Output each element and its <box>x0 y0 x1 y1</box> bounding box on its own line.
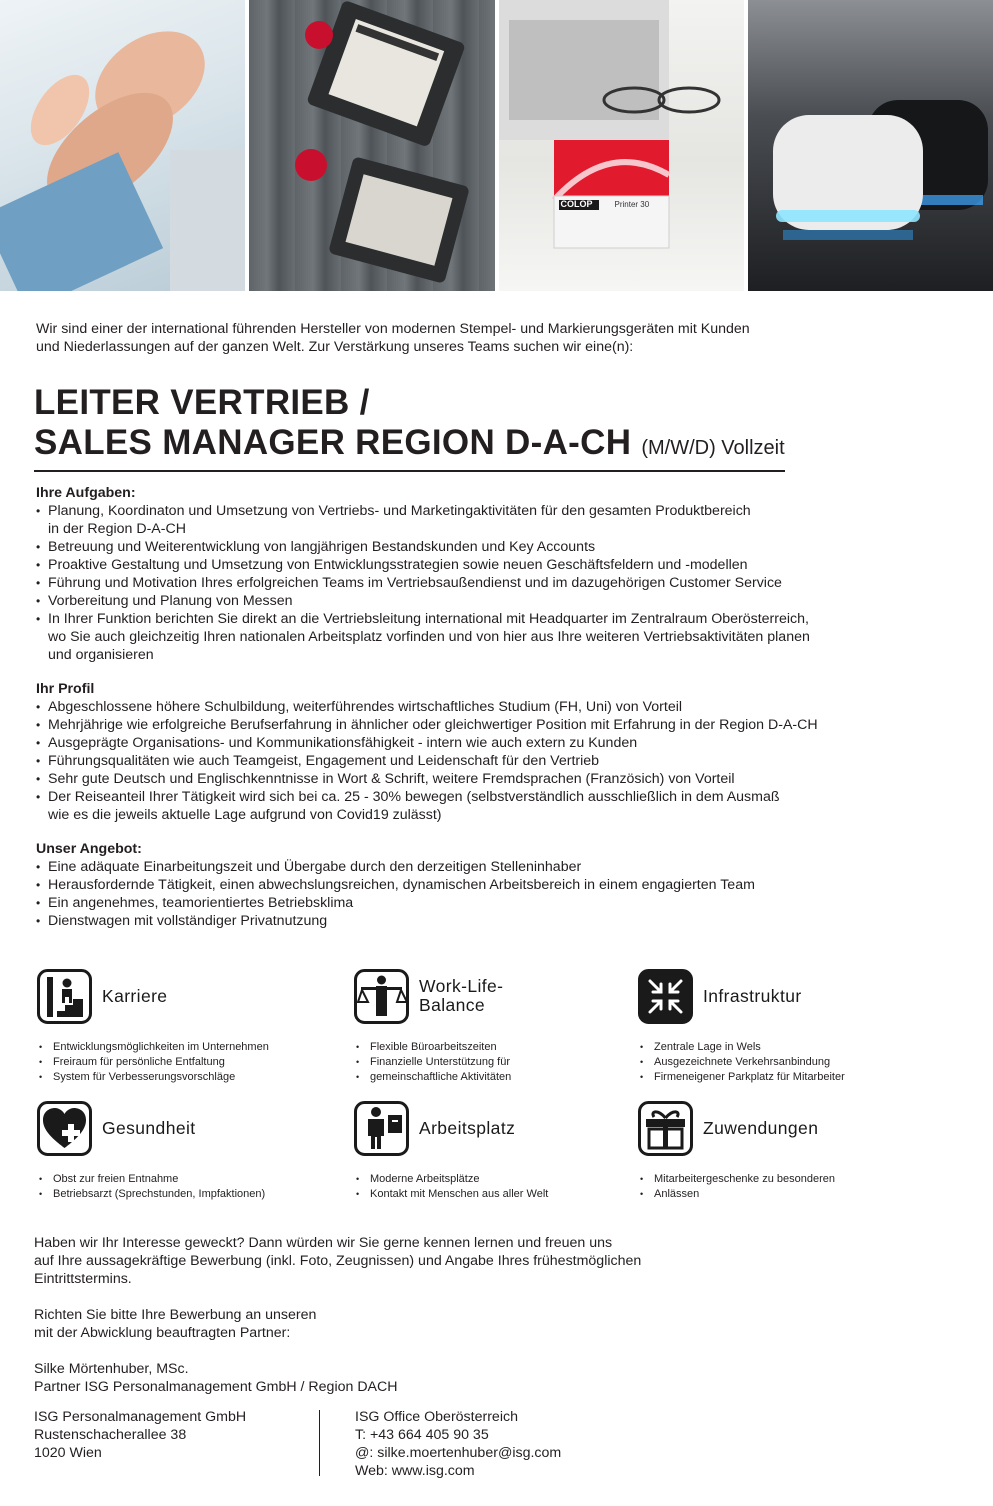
benefit-title: Infrastruktur <box>703 985 802 1006</box>
benefit-gesundheit <box>37 1100 337 1202</box>
list-item-text: Mehrjährige wie erfolgreiche Berufserfahrung in ähnlicher oder gleichwertiger Position mit Erfahrung in der Region D-A-CH <box>48 717 818 733</box>
list-item <box>36 752 966 770</box>
benefit-title: Arbeitsplatz <box>419 1117 516 1138</box>
intro-text <box>36 320 936 356</box>
benefit-infrastruktur <box>638 968 938 1085</box>
section-heading: Ihr Profil <box>36 681 95 697</box>
list-item: • Flexible Büroarbeitszeiten <box>354 1040 654 1055</box>
list-item-text: Vorbereitung und Planung von Messen <box>48 593 293 609</box>
benefit-zuwendungen <box>638 1100 938 1202</box>
list-item-text: Betreuung und Weiterentwicklung von langjährigen Bestandskunden und Key Accounts <box>48 539 596 555</box>
health-heart-icon <box>37 1101 92 1156</box>
benefit-arbeitsplatz <box>354 1100 654 1202</box>
list-item-text: Proaktive Gestaltung und Umsetzung von Entwicklungsstrategien sowie neuen Geschäftsfeldern und -modellen <box>48 557 748 573</box>
photo-devices <box>748 0 993 291</box>
section-profil <box>36 680 966 824</box>
angebot-list <box>36 858 966 930</box>
benefit-title: Zuwendungen <box>703 1117 819 1138</box>
stamps-illustration <box>249 0 493 291</box>
colop-brand-label: COLOP <box>560 199 593 209</box>
address-line: 1020 Wien <box>34 1445 102 1461</box>
website-link[interactable]: Web: www.isg.com <box>355 1463 475 1479</box>
address-line: Rustenschacherallee 38 <box>34 1427 187 1443</box>
list-item <box>36 858 966 876</box>
email-address[interactable]: @: silke.moertenhuber@isg.com <box>355 1445 562 1461</box>
photo-hands <box>0 0 245 291</box>
benefit-list <box>37 1040 337 1085</box>
list-item <box>36 610 966 664</box>
list-item-text: Ein angenehmes, teamorientiertes Betriebsklima <box>48 895 354 911</box>
list-item-text: Der Reiseanteil Ihrer Tätigkeit wird sich bei ca. 25 - 30% bewegen (selbstverständlich ausschließlich in dem Ausmaß <box>48 789 780 805</box>
aufgaben-list <box>36 502 966 664</box>
address-divider <box>319 1410 320 1476</box>
list-item <box>36 876 966 894</box>
list-item-text: Herausfordernde Tätigkeit, einen abwechslungsreichen, dynamischen Arbeitsbereich in einem engagierten Team <box>48 877 755 893</box>
closing-line: Haben wir Ihr Interesse geweckt? Dann würden wir Sie gerne kennen lernen und freuen uns <box>34 1235 613 1251</box>
list-item <box>36 502 966 538</box>
list-item <box>36 574 966 592</box>
contact-name: Silke Mörtenhuber, MSc. <box>34 1361 189 1377</box>
intro-line: Wir sind einer der international führenden Hersteller von modernen Stempel- und Markierungsgeräten mit Kunden <box>36 321 750 337</box>
benefit-title: Work-Life- Balance <box>419 976 504 1015</box>
benefit-title: Karriere <box>102 985 168 1006</box>
workplace-person-icon <box>354 1101 409 1156</box>
list-item: • Freiraum für persönliche Entfaltung <box>37 1055 337 1070</box>
job-title <box>34 383 834 472</box>
list-item <box>36 912 966 930</box>
closing-paragraph-partner <box>34 1306 794 1342</box>
photo-strip <box>0 0 993 291</box>
list-item-text: Dienstwagen mit vollständiger Privatnutzung <box>48 913 328 929</box>
closing-line: auf Ihre aussagekräftige Bewerbung (inkl. Foto, Zeugnissen) und Angabe Ihres frühestmöglichen <box>34 1253 642 1269</box>
list-item-continuation: Anlässen <box>654 1188 700 1200</box>
list-item <box>36 592 966 610</box>
address-right <box>355 1408 561 1480</box>
list-item-text: wie es die jeweils aktuelle Lage aufgrund von Covid19 zulässt) <box>48 807 442 823</box>
list-item: • Moderne Arbeitsplätze <box>354 1172 654 1187</box>
benefit-work-life-balance <box>354 968 654 1085</box>
list-item <box>36 770 966 788</box>
intro-line: und Niederlassungen auf der ganzen Welt. Zur Verstärkung unseres Teams suchen wir eine(n): <box>36 339 634 355</box>
list-item <box>36 556 966 574</box>
job-title-main: SALES MANAGER REGION D-A-CH <box>34 423 632 462</box>
list-item <box>36 716 966 734</box>
list-item: • Entwicklungsmöglichkeiten im Unternehmen <box>37 1040 337 1055</box>
list-item: • Ausgezeichnete Verkehrsanbindung <box>638 1055 938 1070</box>
list-item: • Mitarbeitergeschenke zu besonderen <box>638 1172 938 1187</box>
list-item-text: Ausgeprägte Organisations- und Kommunikationsfähigkeit - intern wie auch extern zu Kunden <box>48 735 638 751</box>
list-item: • Kontakt mit Menschen aus aller Welt <box>354 1187 654 1202</box>
section-heading: Ihre Aufgaben: <box>36 485 136 501</box>
closing-line: Eintrittstermins. <box>34 1271 132 1287</box>
list-item-text: in der Region D-A-CH <box>48 521 186 537</box>
list-item-text: Führung und Motivation Ihres erfolgreichen Teams im Vertriebsaußendienst und im dazugehörigen Customer Service <box>48 575 782 591</box>
list-item <box>638 1187 938 1202</box>
photo-office <box>499 0 744 291</box>
job-title-line2 <box>34 423 785 472</box>
closing-line: Richten Sie bitte Ihre Bewerbung an unseren <box>34 1307 317 1323</box>
list-item <box>354 1070 654 1085</box>
career-stairs-icon <box>37 969 92 1024</box>
photo-stamps <box>249 0 494 291</box>
benefit-list <box>37 1172 337 1202</box>
contact-person <box>34 1360 794 1396</box>
address-left <box>34 1408 246 1462</box>
list-item: • System für Verbesserungsvorschläge <box>37 1070 337 1085</box>
contact-company: Partner ISG Personalmanagement GmbH / Region DACH <box>34 1379 398 1395</box>
list-item: • Zentrale Lage in Wels <box>638 1040 938 1055</box>
list-item: • Betriebsarzt (Sprechstunden, Impfaktionen) <box>37 1187 337 1202</box>
list-item-text: In Ihrer Funktion berichten Sie direkt an die Vertriebsleitung international mit Headquarter im Zentralraum Oberösterreich, <box>48 611 809 627</box>
list-item-text: Sehr gute Deutsch und Englischkenntnisse in Wort & Schrift, weitere Fremdsprachen (Französich) von Vorteil <box>48 771 735 787</box>
benefit-karriere <box>37 968 337 1085</box>
gift-icon <box>638 1101 693 1156</box>
hands-illustration <box>0 0 245 291</box>
printer-model-label: Printer 30 <box>614 200 650 209</box>
list-item-text: Führungsqualitäten wie auch Teamgeist, Engagement und Leidenschaft für den Vertrieb <box>48 753 600 769</box>
list-item-text: wo Sie auch gleichzeitig Ihren nationalen Arbeitsplatz vorfinden und von hier aus Ihre weiteren Vertriebsaktivitäten planen <box>48 629 810 645</box>
list-item-text: Abgeschlossene höhere Schulbildung, weiterführendes wirtschaftliches Studium (FH, Uni) von Vorteil <box>48 699 683 715</box>
section-angebot <box>36 840 966 930</box>
closing-paragraph-interest <box>34 1234 794 1288</box>
list-item: • Firmeneigener Parkplatz für Mitarbeiter <box>638 1070 938 1085</box>
list-item <box>36 734 966 752</box>
balance-scale-icon <box>354 969 409 1024</box>
benefit-list <box>354 1172 654 1202</box>
list-item-text: Eine adäquate Einarbeitungszeit und Übergabe durch den derzeitigen Stelleninhaber <box>48 859 582 875</box>
address-line: ISG Personalmanagement GmbH <box>34 1409 247 1425</box>
list-item-text: Planung, Koordinaton und Umsetzung von Vertriebs- und Marketingaktivitäten für den gesamten Produktbereich <box>48 503 751 519</box>
benefit-list <box>638 1040 938 1085</box>
benefit-list <box>638 1172 938 1202</box>
job-title-line1: LEITER VERTRIEB / <box>34 383 370 422</box>
list-item: • Obst zur freien Entnahme <box>37 1172 337 1187</box>
list-item <box>36 698 966 716</box>
section-aufgaben <box>36 484 966 664</box>
benefit-title: Gesundheit <box>102 1117 196 1138</box>
job-title-suffix: (M/W/D) Vollzeit <box>641 437 785 459</box>
list-item-continuation: gemeinschaftliche Aktivitäten <box>370 1071 512 1083</box>
phone-number: T: +43 664 405 90 35 <box>355 1427 489 1443</box>
section-heading: Unser Angebot: <box>36 841 142 857</box>
list-item: • Finanzielle Unterstützung für <box>354 1055 654 1070</box>
office-illustration <box>499 0 743 291</box>
closing-line: mit der Abwicklung beauftragten Partner: <box>34 1325 291 1341</box>
list-item <box>36 788 966 824</box>
benefit-list <box>354 1040 654 1085</box>
office-name: ISG Office Oberösterreich <box>355 1409 518 1425</box>
infrastructure-arrows-icon <box>638 969 693 1024</box>
list-item <box>36 894 966 912</box>
list-item-text: und organisieren <box>48 647 154 663</box>
devices-illustration <box>748 0 993 291</box>
profil-list <box>36 698 966 824</box>
list-item <box>36 538 966 556</box>
